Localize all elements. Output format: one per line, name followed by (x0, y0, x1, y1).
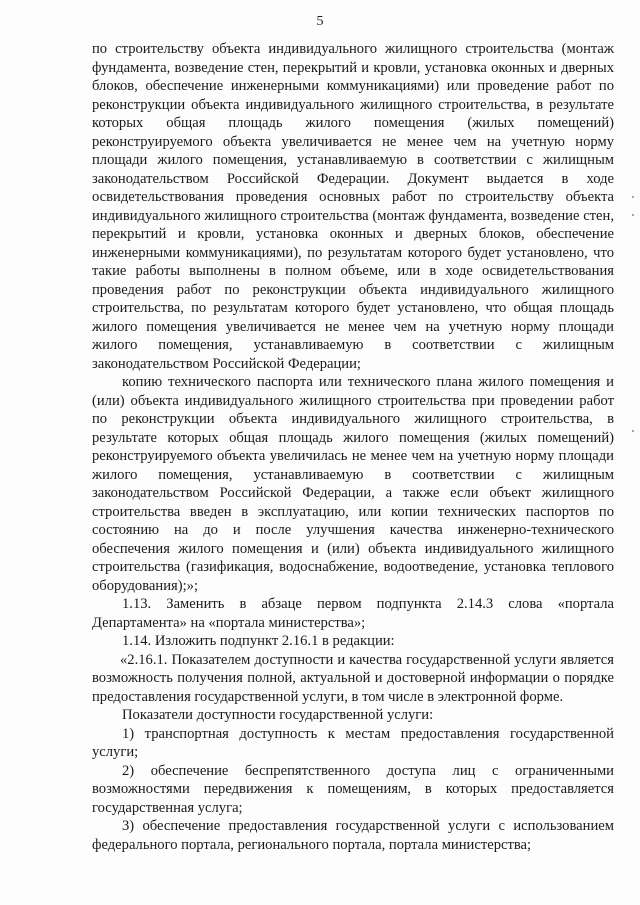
scan-artifact (632, 214, 634, 216)
paragraph-item-1-14: 1.14. Изложить подпункт 2.16.1 в редакции: (122, 633, 395, 649)
paragraph-continuation: по строительству объекта индивидуального жилищного строительства (монтаж фундамента, возведение стен, перекрытий и кровли, установка оконных и дверных блоков, обеспечение инженерными коммуникациями) или проведение работ по реконструкции объекта индивидуального жилищного строительства, в результате которых общая площадь жилого помещения (жилых помещений) реконструируемого объекта увеличивается не менее чем на учетную норму площади жилого помещения, устанавливаемую в соответствии с жилищным законодательством Российской Федерации. Документ выдается в ходе освидетельствования проведения основных работ по строительству объекта индивидуального жилищного строительства (монтаж фундамента, возведение стен, перекрытий и кровли, установка оконных и дверных блоков, обеспечение инженерными коммуникациями), по результатам которого будет установлено, что такие работы выполнены в полном объеме, или в ходе освидетельствования проведения работ по реконструкции объекта индивидуального жилищного строительства, по результатам которого будет установлено, что общая площадь жилого помещения увеличивается не менее чем на учетную норму площади жилого помещения, устанавливаемую в соответствии с жилищным законодательством Российской Федерации; (92, 41, 614, 372)
scan-artifact (632, 430, 634, 432)
paragraph-2-16-1: «2.16.1. Показателем доступности и качества государственной услуги является возможность получения полной, актуальной и достоверной информации о порядке предоставления государственной услуги, в том числе в электронной форме. (92, 651, 614, 705)
paragraph-indicator-2: 2) обеспечение беспрепятственного доступа лиц с ограниченными возможностями передвижения к помещениям, в которых предоставляется государственная услуга; (92, 762, 614, 816)
paragraph-indicator-3: 3) обеспечение предоставления государственной услуги с использованием федерального портала, регионального портала, портала министерства; (92, 818, 614, 853)
paragraph-indicators-heading: Показатели доступности государственной услуги: (122, 707, 434, 723)
paragraph-passport-copy: копию технического паспорта или технического плана жилого помещения и (или) объекта индивидуального жилищного строительства при проведении работ по реконструкции объекта индивидуального жилищного строительства, в результате которых общая площадь жилого помещения (жилых помещений) реконструируемого объекта увеличилась не менее чем на учетную норму площади жилого помещения, устанавливаемую в соответствии с жилищным законодательством Российской Федерации, а также если объект жилищного строительства введен в эксплуатацию, или копии технических паспортов по состоянию на до и после улучшения качества инженерно-технического обеспечения жилого помещения и (или) объекта индивидуального жилищного строительства (газификация, водоснабжение, водоотведение, установка теплового оборудования);»; (92, 374, 614, 594)
document-body (92, 40, 614, 854)
paragraph-indicator-1: 1) транспортная доступность к местам предоставления государственной услуги; (92, 725, 614, 760)
paragraph-item-1-13: 1.13. Заменить в абзаце первом подпункта 2.14.3 слова «портала Департамента» на «портала министерства»; (92, 596, 614, 631)
scan-artifact (632, 196, 634, 198)
page-number: 5 (316, 14, 324, 29)
